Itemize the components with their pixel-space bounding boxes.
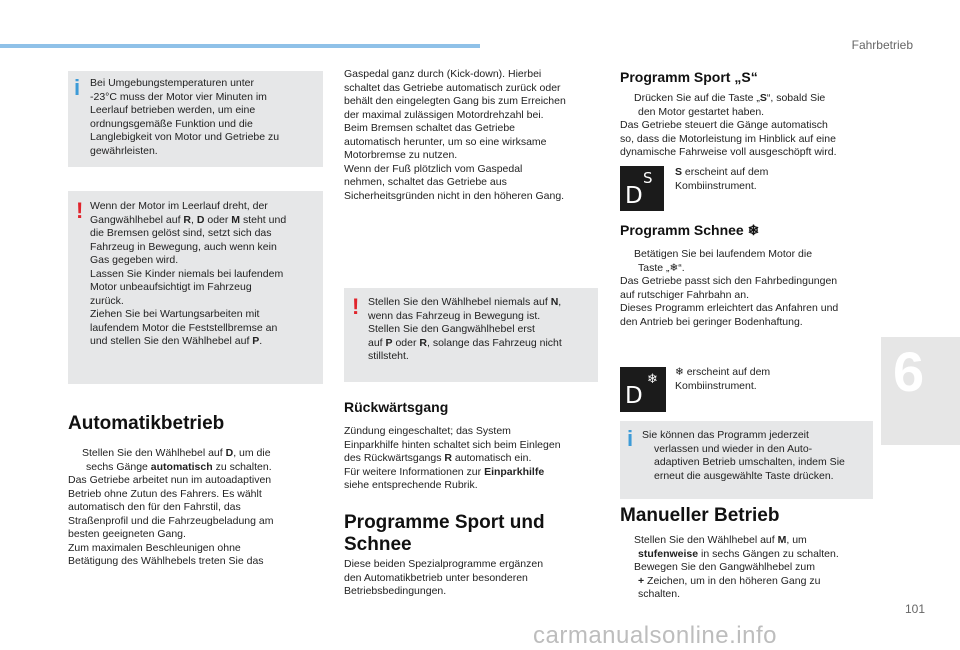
text-run: ,	[191, 213, 197, 226]
text-line: siehe entsprechende Rubrik.	[344, 479, 478, 491]
sport-display-caption	[675, 166, 865, 193]
text-run: Gangwählhebel auf	[90, 213, 184, 226]
text-line: Betrieb ohne Zutun des Fahrers. Es wählt	[68, 487, 262, 500]
bullet-continuation	[620, 575, 875, 589]
text-line: erneut die ausgewählte Taste drücken.	[654, 469, 834, 482]
text-line: Sie können das Programm jederzeit	[642, 429, 809, 441]
text-run: oder	[392, 336, 420, 349]
schnee-body	[620, 248, 875, 329]
heading-line: Programme Sport und	[344, 512, 545, 533]
text-run: Bewegen Sie den Gangwählhebel zum	[634, 561, 815, 573]
heading-programm-schnee: Programm Schnee ❄	[620, 222, 760, 238]
text-run: zu schalten.	[212, 460, 272, 473]
info-box-temperature	[68, 71, 323, 167]
warning-box-text	[368, 296, 596, 364]
text-line: Bei Umgebungstemperaturen unter	[90, 77, 255, 89]
text-line: behält den eingelegten Gang bis zum Erreichen	[344, 95, 566, 107]
snow-display-image	[620, 367, 666, 412]
text-line: Sicherheitsgründen nicht in den höheren Gang.	[344, 189, 565, 202]
warning-box-neutral	[344, 288, 598, 382]
gear-m: M	[231, 213, 241, 226]
text-line: Motor unbeaufsichtigt im Fahrzeug	[90, 281, 252, 293]
text-line: Kombiinstrument.	[675, 379, 757, 392]
text-line: automatisch herunter, um so eine wirksame	[344, 135, 547, 148]
text-run: , um	[786, 534, 807, 546]
text-line: stillsteht.	[368, 350, 409, 362]
running-header: Fahrbetrieb	[851, 38, 913, 52]
bullet-continuation: Taste „❄“.	[638, 261, 685, 274]
text-run: in sechs Gängen zu schalten.	[698, 547, 839, 560]
info-icon: i	[74, 75, 81, 100]
text-line: Gas gegeben wird.	[90, 254, 179, 266]
gear-m: M	[777, 534, 787, 546]
text-line: besten geeigneten Gang.	[68, 528, 186, 540]
text-line: den Antrieb bei geringer Bodenhaftung.	[620, 315, 803, 328]
text-line: Beim Bremsen schaltet das Getriebe	[344, 122, 515, 134]
text-run: .	[259, 335, 263, 347]
gear-n: N	[550, 296, 559, 308]
text-line: zurück.	[90, 294, 124, 307]
bullet-continuation: schalten.	[638, 588, 681, 600]
text-line: gewährleisten.	[90, 144, 158, 157]
text-line: so, dass die Motorleistung im Hinblick auf eine	[620, 132, 836, 145]
text-run: Stellen Sie den Wählhebel niemals auf	[368, 296, 551, 308]
text-line	[90, 335, 320, 349]
text-line: automatisch den für den Fahrstil, das	[68, 501, 241, 513]
text-line	[368, 337, 596, 351]
text-line: Kombiinstrument.	[675, 179, 757, 192]
text-line: der maximal zulässigen Motordrehzahl bei.	[344, 108, 544, 121]
heading-programme-sport-schnee	[344, 512, 545, 556]
text-line: Fahrzeug in Bewegung, auch wenn kein	[90, 240, 277, 253]
info-box-text	[642, 429, 870, 483]
text-line: Langlebigkeit von Motor und Getriebe zu	[90, 131, 280, 143]
bullet-continuation	[68, 461, 323, 475]
text-line: Ziehen Sie bei Wartungsarbeiten mit	[90, 308, 260, 320]
text-line: Wenn der Motor im Leerlauf dreht, der	[90, 200, 268, 212]
text-run: Für weitere Informationen zur	[344, 465, 485, 478]
text-run: auf	[368, 336, 386, 349]
bullet-item	[68, 447, 323, 461]
gear-p: P	[385, 336, 393, 349]
info-box-text	[90, 77, 320, 158]
bullet-continuation: den Motor gestartet haben.	[638, 105, 765, 118]
sport-symbol-label: S	[675, 166, 683, 178]
gear-r: R	[444, 452, 452, 464]
text-line: verlassen und wieder in den Auto-	[654, 442, 813, 455]
text-line	[368, 296, 596, 310]
gear-d: D	[225, 447, 234, 459]
text-line: Das Getriebe steuert die Gänge automatisch	[620, 119, 828, 131]
gear-d: D	[196, 213, 205, 226]
plus-sign: +	[638, 574, 645, 587]
manuell-body	[620, 534, 875, 602]
text-run: Betätigen Sie bei laufendem Motor die	[634, 248, 813, 260]
text-run: erscheint auf dem	[682, 166, 769, 178]
text-run: oder	[204, 213, 232, 226]
text-line: Wenn der Fuß plötzlich vom Gaspedal	[344, 162, 523, 175]
text-line: Diese beiden Spezialprogramme ergänzen	[344, 558, 544, 570]
text-line: Stellen Sie den Gangwählhebel erst	[368, 323, 535, 335]
text-run: Zeichen, um in den höheren Gang zu	[644, 574, 821, 587]
text-line: Gaspedal ganz durch (Kick-down). Hierbei	[344, 68, 542, 80]
text-run: “, sobald Sie	[766, 92, 826, 104]
text-line: Einparkhilfe hinten schaltet sich beim Einlegen	[344, 438, 561, 451]
display-gear-d: D	[625, 383, 643, 409]
heading-line: Schnee	[344, 534, 412, 555]
sport-display-image	[620, 166, 664, 211]
header-accent-bar	[0, 44, 480, 48]
text-line: dynamische Fahrweise voll ausgeschöpft wird.	[620, 146, 837, 158]
sport-body	[620, 92, 875, 160]
bullet-continuation	[620, 548, 875, 562]
emphasis: stufenweise	[638, 547, 699, 560]
gear-p: P	[252, 335, 260, 347]
warning-box-text	[90, 200, 320, 349]
snow-display-caption	[675, 366, 865, 393]
bullet-item	[620, 248, 875, 262]
info-icon: i	[627, 426, 634, 451]
text-line	[90, 214, 320, 228]
warning-icon: !	[352, 294, 360, 319]
text-run: automatisch ein.	[451, 452, 532, 464]
text-line: adaptiven Betrieb umschalten, indem Sie	[654, 456, 845, 468]
warning-icon: !	[76, 198, 84, 223]
text-line: Zum maximalen Beschleunigen ohne	[68, 541, 241, 554]
text-line: Betriebsbedingungen.	[344, 585, 447, 597]
gear-r: R	[183, 213, 191, 226]
text-line: -23°C muss der Motor vier Minuten im	[90, 90, 267, 103]
heading-programm-sport: Programm Sport „S“	[620, 69, 758, 85]
text-line: Straßenprofil und die Fahrzeugbeladung am	[68, 514, 274, 527]
warning-box-idle	[68, 191, 323, 384]
text-line	[344, 466, 604, 480]
text-line: die Bremsen gelöst sind, setzt sich das	[90, 227, 272, 239]
emphasis: Einparkhilfe	[484, 465, 545, 478]
text-run: , um die	[233, 447, 271, 459]
text-run: Stellen Sie den Wählhebel auf	[82, 447, 226, 459]
chapter-number: 6	[893, 340, 925, 403]
text-run: des Rückwärtsgangs	[344, 452, 445, 464]
programme-body	[344, 558, 604, 599]
text-line: Zündung eingeschaltet; das System	[344, 425, 511, 437]
emphasis: automatisch	[150, 460, 213, 473]
text-line: Das Getriebe arbeitet nun im autoadaptiven	[68, 474, 272, 486]
rueckwaerts-body	[344, 425, 604, 493]
text-line: Dieses Programm erleichtert das Anfahren und	[620, 302, 839, 314]
text-run: sechs Gänge	[86, 460, 151, 473]
heading-manueller-betrieb: Manueller Betrieb	[620, 505, 780, 526]
text-line: den Automatikbetrieb unter besonderen	[344, 571, 528, 584]
text-line: Leerlauf betrieben werden, um eine	[90, 104, 256, 116]
gear-r: R	[419, 336, 427, 349]
text-line: Lassen Sie Kinder niemals bei laufendem	[90, 267, 284, 280]
text-line: nehmen, schaltet das Getriebe aus	[344, 176, 507, 188]
text-run: steht und	[240, 213, 287, 226]
text-line: laufendem Motor die Feststellbremse an	[90, 321, 278, 334]
text-run: , solange das Fahrzeug nicht	[426, 336, 562, 349]
text-line: Betätigung des Wählhebels treten Sie das	[68, 555, 264, 567]
page-number: 101	[905, 602, 926, 616]
text-run: Stellen Sie den Wählhebel auf	[634, 534, 778, 546]
bullet-item	[620, 92, 875, 106]
snowflake-icon: ❄	[647, 372, 658, 387]
heading-automatikbetrieb: Automatikbetrieb	[68, 413, 225, 434]
text-line: Motorbremse zu nutzen.	[344, 149, 458, 161]
text-line: ❄ erscheint auf dem	[675, 366, 771, 378]
watermark: carmanualsonline.info	[533, 622, 777, 649]
text-line: ordnungsgemäße Funktion und die	[90, 117, 253, 130]
text-line: wenn das Fahrzeug in Bewegung ist.	[368, 309, 541, 322]
bullet-item	[620, 534, 875, 548]
text-run: ,	[558, 296, 562, 308]
display-sport-symbol: S	[643, 169, 653, 187]
automatik-body	[68, 447, 323, 569]
heading-rueckwaertsgang: Rückwärtsgang	[344, 399, 449, 415]
text-line	[344, 452, 604, 466]
display-gear-d: D	[625, 183, 643, 209]
info-box-program	[620, 421, 873, 499]
text-run: und stellen Sie den Wählhebel auf	[90, 335, 253, 347]
text-line: schaltet das Getriebe automatisch zurück oder	[344, 81, 561, 94]
sport-key: S	[759, 92, 767, 104]
kickdown-body	[344, 68, 604, 203]
text-line: auf rutschiger Fahrbahn an.	[620, 288, 749, 301]
bullet-item	[620, 561, 875, 575]
text-line: Das Getriebe passt sich den Fahrbedingungen	[620, 275, 838, 287]
text-run: Drücken Sie auf die Taste „	[634, 92, 760, 104]
